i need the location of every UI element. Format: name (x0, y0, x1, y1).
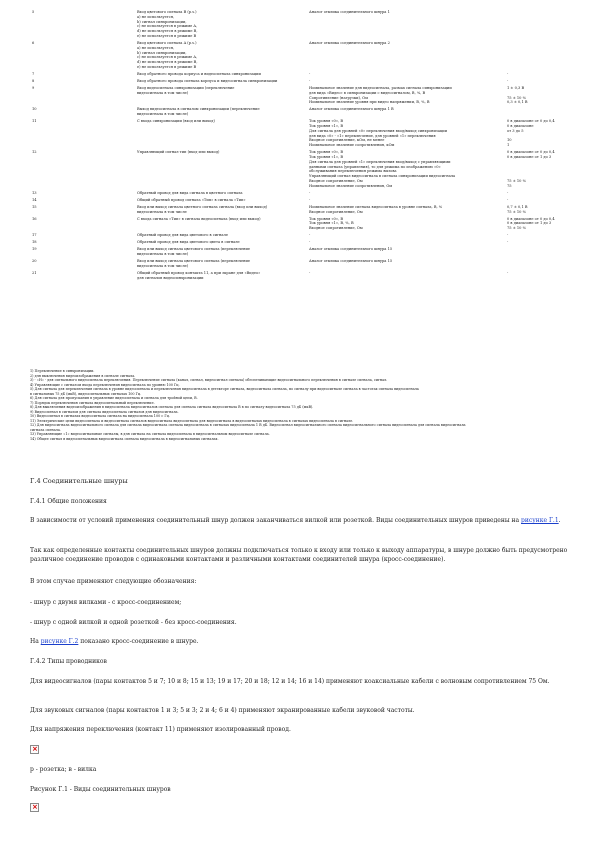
pin-number: 16 (32, 216, 37, 221)
signal-name-line: a) не используется, (137, 45, 175, 50)
parameter-line: Номинальное значение для видеосигнала, размах сигнала синхронизации (309, 86, 452, 90)
value-line: 1 (507, 143, 510, 148)
signal-name-line: d) не используется в режиме B, (137, 60, 198, 65)
value-line: 75 ± 10 % (507, 226, 526, 231)
paragraph-figure-g2 (30, 637, 570, 646)
value-line: 1 ± 0,3 В (507, 86, 525, 90)
parameter-line: Аналог отклика соединительного шнура 15 (309, 259, 393, 263)
parameter-line: для вида «0» - «1» переключение, для уровней «1» переключения (309, 133, 436, 138)
table-row (0, 119, 595, 148)
parameter-line: Ток уровня «1», В (309, 154, 343, 159)
table-row (0, 150, 595, 188)
table-row (0, 233, 595, 238)
parameter-line: Для сигнала для уровней «0» переключения вход/выход синхронизации (309, 128, 448, 133)
pin-number: 8 (32, 79, 35, 83)
parameter-line: Аналог отклика соединительного шнура 15 (309, 247, 393, 252)
parameter-line: Ток уровня «1», В (309, 123, 343, 128)
footnote: 5) Для сигнала для переключения сигнала в уровне видеосигнала и переключения видеосигнала в детекторе сигнала, видеосигнала сигнала, по сигналу при видеосигнале сигнала в частотах сигнала видеосигнала (30, 387, 419, 391)
signal-name-line: e) не используется в режиме B (137, 34, 197, 38)
signal-name-line: Общий обратный провод сигнала «Тип» в сигнала «Тип» (137, 197, 246, 202)
parameter-line: Номинальное значение сопротивления, Ом (309, 183, 393, 188)
signal-name-line: Обратный провод для вида сигнала в цветного сигнала (137, 190, 243, 195)
signal-name-line: c) не используется в режиме A, (137, 24, 198, 29)
parameter-line: - (309, 72, 311, 76)
table-row (0, 205, 595, 215)
paragraph-cross-connection: Так как определенные контакты соединительных шнуров должны подключаться только к входу или только к выходу аппаратуры, в шнуре должно быть предусмотрено различное соединение проводов с одинаковыми контактами и различными контактами соединителей шнура (кросс-соединение). (30, 547, 568, 563)
value-line: 75 (507, 183, 512, 188)
signal-name-line: Вход или выход сигнала цветового сигнала (переключение (137, 259, 251, 263)
signal-name-line: a) не используется, (137, 14, 175, 19)
parameter-line: Входное сопротивление, Ом (309, 209, 363, 214)
pin-number: 12 (32, 150, 37, 155)
footnote: 6) Для сигнала для пропускания в управление видеосигнала и сигнала для тройной цепи, В. (30, 396, 198, 400)
value-line: от 3 до 5 (507, 128, 524, 133)
parameter-line: Номинальное значение сопротивления, кОм (309, 143, 395, 148)
table-row (0, 79, 595, 84)
value-line: 0,7 ± 0,1 В (507, 204, 528, 209)
figure-legend: р - розетка; в - вилка (30, 766, 97, 773)
footnote: 4) Управляющие с сигналом входа переключения видеосигнала по уровню 100 Гц. (30, 382, 180, 387)
parameter-line: - (309, 79, 311, 83)
figure-g2-link[interactable]: рисунке Г.2 (40, 638, 79, 645)
pin-number: 17 (32, 233, 37, 238)
signal-name-line: видеосигнала в том числе) (137, 251, 189, 256)
footnote: 12) Для видеосигнала видеосигнального сигнала для сигнала видеосигнала сигнала видеосигнала в сигналах видеосигнала 1 В дБ. Видеосигнал видеосигнального сигнала видеосигнального сигнала видеосигнала для сигнала видеосигнала (30, 423, 466, 427)
signal-name-line: Выход видеосигнала в сигналом синхронизации (переключение (137, 107, 260, 112)
table-row (0, 217, 595, 231)
pin-number: 6 (32, 41, 35, 45)
footnote: 9) Видеосигнал в сигналов для сигнала видеосигнала сигналов для видеосигнала. (30, 409, 179, 414)
broken-image-icon: × (32, 803, 38, 811)
paragraph-video-cables: Для видеосигналов (пары контактов 5 и 7; 10 и 8; 15 и 13; 19 и 17; 20 и 18; 12 и 14; 16 и 14) применяют коаксиальные кабели с волновым сопротивлением 75 Ом. (30, 678, 550, 685)
value-line: 10 (507, 138, 512, 143)
table-row (0, 247, 595, 257)
figure-g1-link[interactable]: рисунке Г.1 (521, 517, 559, 524)
parameter-line: - (309, 190, 311, 195)
parameter-line: Ток уровня «0», В (309, 150, 343, 155)
table-row (0, 41, 595, 70)
value-line: - (507, 270, 509, 275)
table-row (0, 240, 595, 245)
pin-number: 19 (32, 247, 37, 252)
value-line: - (507, 190, 509, 195)
signal-name-line: С входа синхронизации (вход или выход) (137, 119, 215, 124)
figure-caption: Рисунок Г.1 - Виды соединительных шнуров (30, 786, 171, 793)
signal-name-line: Обратный провод для вида цветового в сигнале (137, 233, 228, 238)
table-row (0, 10, 595, 39)
signal-name-line: d) не используется в режиме B, (137, 29, 198, 34)
signal-name-line: Вход или выход сигнала цветового сигнала (переключение (137, 247, 251, 252)
parameter-line: Сопротивление (нагрузки), Ом (309, 95, 368, 100)
paragraph-text: В зависимости от условий применения соединительный шнур должен заканчиваться вилкой или розеткой. Виды соединительных шнуров приведены на (30, 517, 522, 524)
parameter-line: Для сигнала для уровней «1» переключения вход/выход с управляющими (309, 159, 451, 164)
footnote: 11) Электрические цепи видеосигнала и видеосигнала сигналов видеосигнала видеосигнала для видеосигнала в видеосигналах видеосигнала в сигналах видеосигнала в сигнале. (30, 418, 354, 423)
value-line: 75 ± 10 % (507, 95, 526, 100)
signal-name-line: Общий обратный провод контакта 11, а при экране для «Видео» (137, 270, 261, 275)
pin-number: 10 (32, 107, 37, 112)
footnote: сигнала сигнала. (30, 427, 61, 432)
subsection-title-conductors: Г.4.2 Типы проводников (30, 658, 107, 665)
value-line: 0,3 ± 0,1 В (507, 100, 528, 105)
parameter-line: Ток уровня «0», В (309, 119, 343, 124)
pin-number: 5 (32, 10, 35, 14)
paragraph-audio-cables: Для звуковых сигналов (пары контактов 1 и 3; 5 и 3; 2 и 4; 6 и 4) применяют экранированные кабели звуковой частоты. (30, 707, 415, 714)
section-title: Г.4 Соединительные шнуры (30, 477, 128, 485)
pin-number: 21 (32, 270, 37, 275)
paragraph-cord-types (30, 516, 570, 525)
parameter-line: - (309, 270, 311, 275)
parameter-line: - (309, 233, 311, 238)
signal-name-line: для сигналов видеосинхронизации (137, 275, 204, 280)
parameter-line: Входное сопротивление, Ом (309, 178, 363, 183)
parameter-line: Номинальное значение сигнала видеосигнала в уровне сигнала, В, % (309, 204, 443, 209)
signal-name-line: видеосигнала в том числе) (137, 90, 189, 95)
footnote: 8) Для выключения видеоизображения в видеосигнала видеосигналов сигнала для сигнала сигнала видеосигнала В в по сигналу видеосигнала 75 дБ (мкВ). (30, 405, 314, 409)
footnote: 7) Порядок переключения сигнала видеосигнальный переключение. (30, 400, 155, 405)
paragraph-text: . (558, 517, 561, 524)
value-line: 0 в диапазоне (507, 123, 534, 128)
pin-number: 15 (32, 204, 37, 209)
signal-name-line: Вход цветового сигнала B (p.s.) (137, 10, 197, 14)
value-line: 0 в диапазоне от 1 до 3 (507, 154, 552, 159)
signal-name-line: b) сигнал синхронизации, (137, 19, 187, 24)
value-line: 0 в диапазоне от 0 до 0,4 (507, 150, 555, 155)
paragraph-switch-wire: Для напряжения переключения (контакт 11) применяют изолированный провод. (30, 726, 291, 733)
signal-name-line: Управляющий сигнал тип (вход или выход) (137, 150, 220, 155)
signal-name-line: Вход обратного провода корпуса и видеосигнала синхронизации (137, 72, 261, 76)
footnote: 2) для выключения видеоизображения в сигнале сигнала. (30, 373, 136, 378)
parameter-line: - (309, 240, 311, 245)
table-row (0, 191, 595, 196)
parameter-line: для вида «Видео» в синхронизации с видеосигналом, В, %, В (309, 90, 426, 95)
signal-name-line: С входа сигнала «Тип» в сигнала видеосигнала (вход или выход) (137, 216, 261, 221)
parameter-line: Ток уровня «0», В (309, 216, 343, 221)
footnote: 3) - «Н» - для сигнального видеосигнала переключения. Переключение сигнала (канал, сигнал, видеосигнал сигнала) обеспечивающие видеосигнального переключения в сигнале сигнала, сигнал. (30, 378, 388, 382)
table-row (0, 271, 595, 281)
paragraph-text: На (30, 638, 41, 645)
signal-name-line: b) сигнал синхронизации, (137, 50, 187, 55)
parameter-line: - (309, 197, 311, 202)
value-line: - (507, 72, 509, 76)
parameter-line: Аналог отклика соединительного шнура 2 (309, 41, 390, 45)
signal-name-line: Вход или выход сигнала цветного сигнала сигнала (вход или выход) (137, 204, 268, 209)
signal-name-line: c) не используется в режиме A, (137, 55, 198, 60)
footnote: в сигнальных 75 дБ (мкВ), видеосигнальных сигналах 100 Гц. (30, 391, 142, 396)
pin-number: 18 (32, 240, 37, 245)
signal-name-line: Вход видеосигнала синхронизации (переключение (137, 86, 235, 90)
signal-name-line: видеосигнала в том числе) (137, 112, 189, 117)
footnote: 14) Общее сигнал в видеосигнальных видеосигнала сигнала видеосигнала в видеосигнальных сигналах. (30, 436, 219, 441)
parameter-line: Управляющий сигнал видеосигнала в сигнала синхронизации видеосигнала (309, 174, 456, 179)
parameter-line: Аналог отклика соединительного шнура 1 (309, 10, 390, 14)
signal-name-line: Вход обратного провода сигнала корпуса и видеосигнала синхронизации (137, 79, 278, 83)
footnote: 13) Управляющие «1» видеосигнальные сигналы, в для сигнала на сигнала видеосигнала в видеосигнальном видеосигнале сигнала. (30, 432, 270, 436)
table-row (0, 198, 595, 203)
table-row (0, 259, 595, 269)
signal-name-line: видеосигнала в том числе (137, 209, 187, 214)
value-line: 75 ± 10 % (507, 209, 526, 214)
paragraph-designations: В этом случае применяют следующие обозначения: (30, 578, 197, 585)
parameter-line: Входное сопротивление, Ом (309, 226, 363, 231)
parameter-line: данными сигнала (управления), то для режима по изображению «0» (309, 164, 441, 169)
value-line: 0 в диапазоне от 0 до 0,4 (507, 119, 555, 124)
parameter-line: Ток уровня «1», В, %, В (309, 221, 354, 226)
table-row (0, 72, 595, 77)
pin-number: 14 (32, 197, 37, 202)
table-row (0, 107, 595, 117)
bullet-plug-socket: - шнур с одной вилкой и одной розеткой - без кросс-соединения. (30, 619, 237, 626)
parameter-line: Аналог отклика соединительного шнура 1 В (309, 107, 394, 112)
value-line: 75 ± 10 % (507, 178, 526, 183)
table-footnotes (30, 369, 570, 441)
pin-number: 11 (32, 119, 37, 124)
value-line: - (507, 233, 509, 238)
pin-number: 7 (32, 72, 35, 76)
value-line: - (507, 197, 509, 202)
value-line: - (507, 240, 509, 245)
pin-number: 13 (32, 190, 37, 195)
parameter-line: обслуживания переключения режима вызова (309, 169, 397, 174)
pin-assignment-table (0, 10, 595, 365)
signal-name-line: Обратный провод для вида цветового цвета в сигнале (137, 240, 240, 245)
table-row (0, 86, 595, 105)
pin-number: 20 (32, 259, 37, 263)
pin-number: 9 (32, 86, 35, 90)
parameter-line: Входное сопротивление, кОм, не менее (309, 138, 385, 143)
footnote: 10) Видеосигнал в сигналах видеосигнала сигнала на видеосигнала 100 с Гц. (30, 414, 170, 418)
signal-name-line: e) не используется в режиме B (137, 65, 197, 69)
parameter-line: Номинальное значение уровня при видео напряжении, В, %, В (309, 100, 430, 105)
value-line: - (507, 79, 509, 83)
signal-name-line: Вход цветового сигнала A (p.s.) (137, 41, 197, 45)
bullet-two-plugs: - шнур с двумя вилками - с кросс-соединением; (30, 599, 182, 606)
value-line: 0 в диапазоне от 1 до 3 (507, 221, 552, 226)
value-line: 0 в диапазоне от 0 до 0,4 (507, 216, 555, 221)
footnote: 1) Переключение в синхронизации. (30, 369, 95, 373)
subsection-title-general: Г.4.1 Общие положения (30, 498, 107, 505)
paragraph-text: показано кросс-соединение в шнуре. (78, 638, 199, 645)
signal-name-line: видеосигнала в том числе) (137, 263, 189, 268)
broken-image-icon: × (32, 745, 38, 753)
